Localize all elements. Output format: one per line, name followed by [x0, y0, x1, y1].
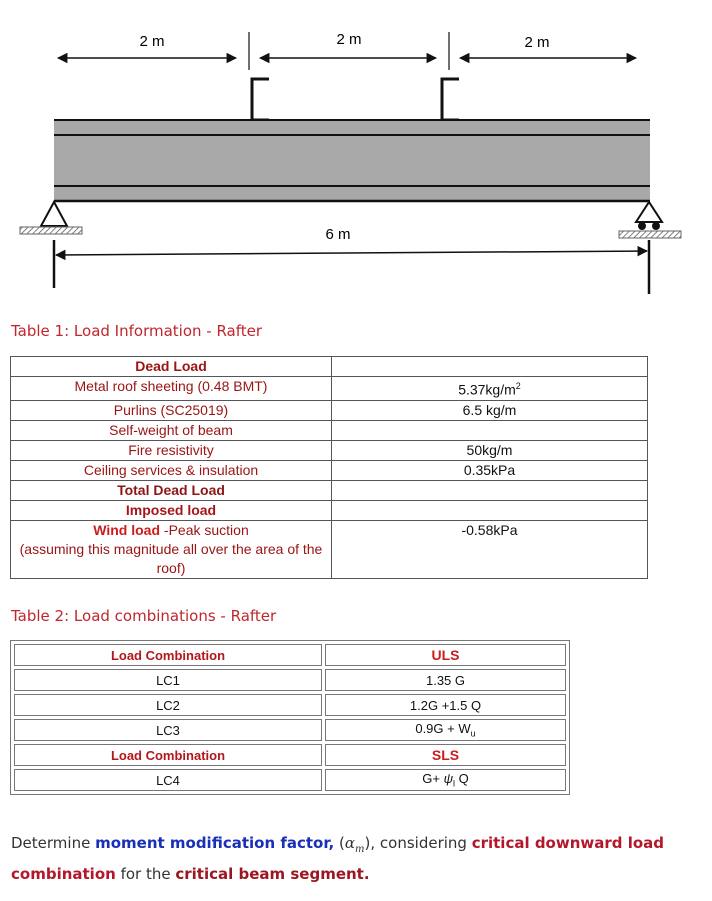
segment-dimensions [58, 31, 636, 70]
purlins-label: Purlins (SC25019) [11, 400, 332, 420]
total-dead-load-value [332, 480, 648, 500]
purlins-value: 6.5 kg/m [332, 400, 648, 420]
table-row [14, 744, 566, 766]
lc3-label: LC3 [14, 719, 322, 741]
self-weight-value [332, 420, 648, 440]
table-row [14, 769, 566, 791]
question-term-moment-factor: moment modification factor, [95, 834, 335, 852]
beam-diagram [0, 0, 712, 305]
table-row [11, 460, 648, 480]
lc2-value: 1.2G +1.5 Q [325, 694, 566, 716]
purlin-left [252, 79, 269, 120]
total-dead-load-label: Total Dead Load [11, 480, 332, 500]
alpha-symbol: α [344, 834, 356, 852]
wind-load-title: Wind load [93, 521, 161, 538]
table-row [14, 694, 566, 716]
wind-load-note: (assuming this magnitude all over the area of the roof) [19, 540, 323, 576]
table-row [11, 480, 648, 500]
table-row [14, 719, 566, 741]
segment-2-label: 2 m [336, 31, 362, 48]
sls-header-value: SLS [325, 744, 566, 766]
dead-load-label: Dead Load [11, 357, 332, 377]
uls-header-value: ULS [325, 644, 566, 666]
imposed-load-value [332, 500, 648, 520]
sls-header-label: Load Combination [14, 744, 322, 766]
ceiling-label: Ceiling services & insulation [11, 460, 332, 480]
dead-load-value [332, 357, 648, 377]
span-arrow [56, 251, 647, 255]
table2-title: Table 2: Load combinations - Rafter [11, 607, 277, 625]
table-row [11, 500, 648, 520]
lc4-label: LC4 [14, 769, 322, 791]
lc1-label: LC1 [14, 669, 322, 691]
lc1-value: 1.35 G [325, 669, 566, 691]
uls-header-label: Load Combination [14, 644, 322, 666]
segment-1-label: 2 m [139, 33, 165, 50]
question-term-load-combination: critical downward load combination [11, 834, 665, 883]
table-row [14, 669, 566, 691]
span-dimension [54, 226, 649, 294]
table-row [11, 520, 648, 578]
table-row [11, 440, 648, 460]
table-row [11, 420, 648, 440]
table1-title: Table 1: Load Information - Rafter [11, 322, 263, 340]
span-label: 6 m [325, 226, 351, 243]
table-row [11, 357, 648, 377]
load-information-table [10, 356, 648, 579]
lc2-label: LC2 [14, 694, 322, 716]
lc3-value: $0.9G + W_u$ [325, 719, 566, 741]
question-term-beam-segment: critical beam segment. [175, 865, 370, 883]
ceiling-value: 0.35kPa [332, 460, 648, 480]
question-text: Determine moment modification factor, $(\alpha_m)$, considering critical downward load combination for the critical beam segment. [11, 834, 665, 883]
beam [54, 120, 650, 202]
roller-support-right [619, 202, 681, 238]
roof-sheeting-value: $5.37kg/m^2$ [332, 377, 648, 401]
wind-load-label [11, 520, 332, 578]
wind-load-value: -0.58kPa [332, 520, 648, 578]
table-row [14, 644, 566, 666]
table-row [11, 377, 648, 401]
table-row [11, 400, 648, 420]
wind-load-suction: -Peak suction [160, 521, 249, 538]
load-combinations-table [10, 640, 570, 795]
purlin-right [442, 79, 459, 120]
pin-support-left [20, 202, 82, 234]
lc4-value: $G+ \psi_l$ Q [325, 769, 566, 791]
segment-3-label: 2 m [524, 34, 550, 51]
fire-resistivity-value: 50kg/m [332, 440, 648, 460]
fire-resistivity-label: Fire resistivity [11, 440, 332, 460]
self-weight-label: Self-weight of beam [11, 420, 332, 440]
roof-sheeting-label: Metal roof sheeting (0.48 BMT) [11, 377, 332, 401]
imposed-load-label: Imposed load [11, 500, 332, 520]
